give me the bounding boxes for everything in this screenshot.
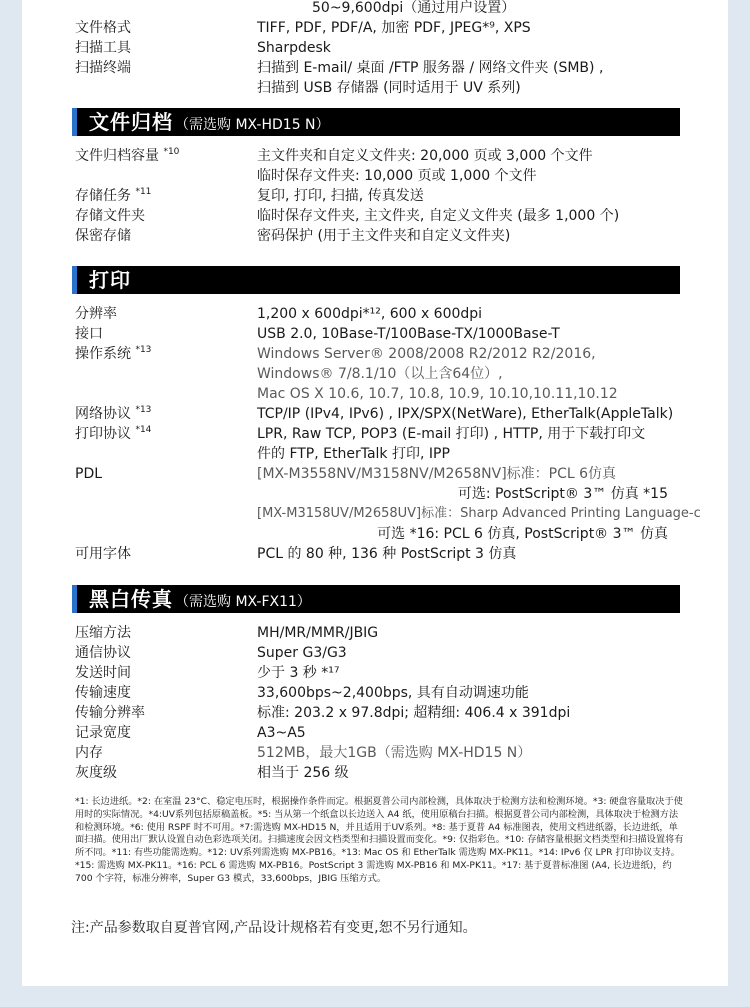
spec-value: 可选 *16: PCL 6 仿真, PostScript® 3™ 仿真 xyxy=(377,526,668,542)
spec-value: 密码保护 (用于主文件夹和自定义文件夹) xyxy=(257,228,511,244)
spec-value: [MX-M3558NV/M3158NV/M2658NV]标准：PCL 6仿真 xyxy=(257,466,617,482)
spec-value: Super G3/G3 xyxy=(257,645,347,661)
spec-label: 保密存储 xyxy=(75,228,131,244)
spec-label: 操作系统 $^{*13}$ xyxy=(75,345,152,362)
spec-label: PDL xyxy=(75,466,103,482)
section-subtitle: （需选购 MX-HD15 N） xyxy=(175,117,330,133)
spec-label: 灰度级 xyxy=(75,765,117,781)
section-title: 黑白传真 xyxy=(89,587,173,611)
spec-label: 存储文件夹 xyxy=(75,208,145,224)
spec-value: 复印, 打印, 扫描, 传真发送 xyxy=(257,188,424,204)
spec-value: 扫描到 E-mail/ 桌面 /FTP 服务器 / 网络文件夹 (SMB) , xyxy=(257,60,604,76)
spec-label: 发送时间 xyxy=(75,665,131,681)
section-title: 打印 xyxy=(89,268,131,292)
spec-label: 可用字体 xyxy=(75,546,131,562)
spec-value: LPR, Raw TCP, POP3 (E-mail 打印) , HTTP, 用于下载打印文 xyxy=(257,426,646,442)
resolution-continuation: 50~9,600dpi（通过用户设置） xyxy=(312,0,516,16)
spec-value: MH/MR/MMR/JBIG xyxy=(257,625,379,641)
spec-label: 网络协议 $^{*13}$ xyxy=(75,405,152,422)
spec-label: 传输速度 xyxy=(75,685,131,701)
spec-label: 文件归档容量 $^{*10}$ xyxy=(75,147,180,164)
spec-label: 接口 xyxy=(75,326,103,342)
spec-value: 可选: PostScript® 3™ 仿真 *15 xyxy=(457,486,668,502)
spec-value: PCL 的 80 种, 136 种 PostScript 3 仿真 xyxy=(257,546,517,562)
spec-value: 主文件夹和自定义文件夹: 20,000 页或 3,000 个文件 xyxy=(257,148,593,164)
spec-value: TIFF, PDF, PDF/A, 加密 PDF, JPEG*⁹, XPS xyxy=(257,20,531,36)
spec-value: Windows® 7/8.1/10（以上含64位）, xyxy=(257,366,503,382)
spec-value: 相当于 256 级 xyxy=(257,765,349,781)
spec-value: Sharpdesk xyxy=(257,40,331,56)
section-title: 文件归档 xyxy=(89,110,173,134)
spec-label: 扫描工具 xyxy=(75,40,131,56)
spec-value: 1,200 x 600dpi*¹², 600 x 600dpi xyxy=(257,306,483,322)
spec-label: 扫描终端 xyxy=(75,60,131,76)
section-header-print xyxy=(72,266,680,294)
spec-value: 临时保存文件夹: 10,000 页或 1,000 个文件 xyxy=(257,168,537,184)
spec-value: Windows Server® 2008/2008 R2/2012 R2/2016, xyxy=(257,346,596,362)
spec-label: 记录宽度 xyxy=(75,725,131,741)
spec-value: USB 2.0, 10Base-T/100Base-TX/1000Base-T xyxy=(257,326,560,342)
disclaimer-note: 注:产品参数取自夏普官网,产品设计规格若有变更,恕不另行通知。 xyxy=(71,920,477,936)
section-header-archive xyxy=(72,108,680,136)
spec-value: 少于 3 秒 *¹⁷ xyxy=(257,665,340,681)
spec-label: 分辨率 xyxy=(75,306,117,322)
spec-value: Mac OS X 10.6, 10.7, 10.8, 10.9, 10.10,10.11,10.12 xyxy=(257,386,618,402)
spec-label: 通信协议 xyxy=(75,645,131,661)
spec-label: 文件格式 xyxy=(75,20,131,36)
spec-label: 传输分辨率 xyxy=(75,705,145,721)
spec-value: 33,600bps~2,400bps, 具有自动调速功能 xyxy=(257,685,529,701)
spec-value: [MX-M3158UV/M2658UV]标准：Sharp Advanced Printing Language-c xyxy=(257,506,701,521)
spec-sheet xyxy=(22,0,728,986)
section-header-fax xyxy=(72,585,680,613)
footnotes: *1: 长边进纸。*2: 在室温 23°C、稳定电压时，根据操作条件而定。根据夏普公司内部检测，具体取决于检测方法和检测环境。*3: 硬盘容量取决于使用时的实际情况。*4:UV系列包括原稿盖板。*5: 当从第一个纸盒以长边送入 A4 纸，使用原稿台扫描。根据夏普公司内部检测，具体取决于检测方法和检测环境。*6: 使用 RSPF 时不可用。*7:需选购 MX-HD15 N，并且适用于UV系列。*8: 基于夏普 A4 标准图表，使用文档进纸器，长边进纸，单面扫描。使用出厂默认设置自动色彩选项关闭。扫描速度会因文档类型和扫描设置而变化。*9: 仅指彩色。*10: 存储容量根据文档类型和扫描设置将有所不同。*11: 有些功能需选购。*12: UV系列需选购 MX-PB16。*13: Mac OS 和 EtherTalk 需选购 MX-PK11。*14: IPv6 仅 LPR 打印协议支持。*15: 需选购 MX-PK11。*16: PCL 6 需选购 MX-PB16。PostScript 3 需选购 MX-PB16 和 MX-PK11。*17: 基于夏普标准图 (A4, 长边进纸)，约 700 个字符，标准分辨率，Super G3 模式，33,600bps，JBIG 压缩方式。 xyxy=(75,796,684,884)
spec-value: TCP/IP (IPv4, IPv6) , IPX/SPX(NetWare), EtherTalk(AppleTalk) xyxy=(257,406,674,422)
spec-value: 512MB，最大1GB（需选购 MX-HD15 N） xyxy=(257,745,532,761)
spec-value: 标准: 203.2 x 97.8dpi; 超精细: 406.4 x 391dpi xyxy=(257,705,571,721)
spec-label: 存储任务 $^{*11}$ xyxy=(75,187,152,204)
spec-value: 扫描到 USB 存储器 (同时适用于 UV 系列) xyxy=(257,80,521,96)
section-subtitle: （需选购 MX-FX11） xyxy=(175,594,311,610)
spec-value: 临时保存文件夹, 主文件夹, 自定义文件夹 (最多 1,000 个) xyxy=(257,208,620,224)
spec-label: 内存 xyxy=(75,745,103,761)
spec-label: 压缩方法 xyxy=(75,625,131,641)
spec-label: 打印协议 $^{*14}$ xyxy=(75,425,152,442)
spec-value: 件的 FTP, EtherTalk 打印, IPP xyxy=(257,446,450,462)
spec-value: A3~A5 xyxy=(257,725,306,741)
